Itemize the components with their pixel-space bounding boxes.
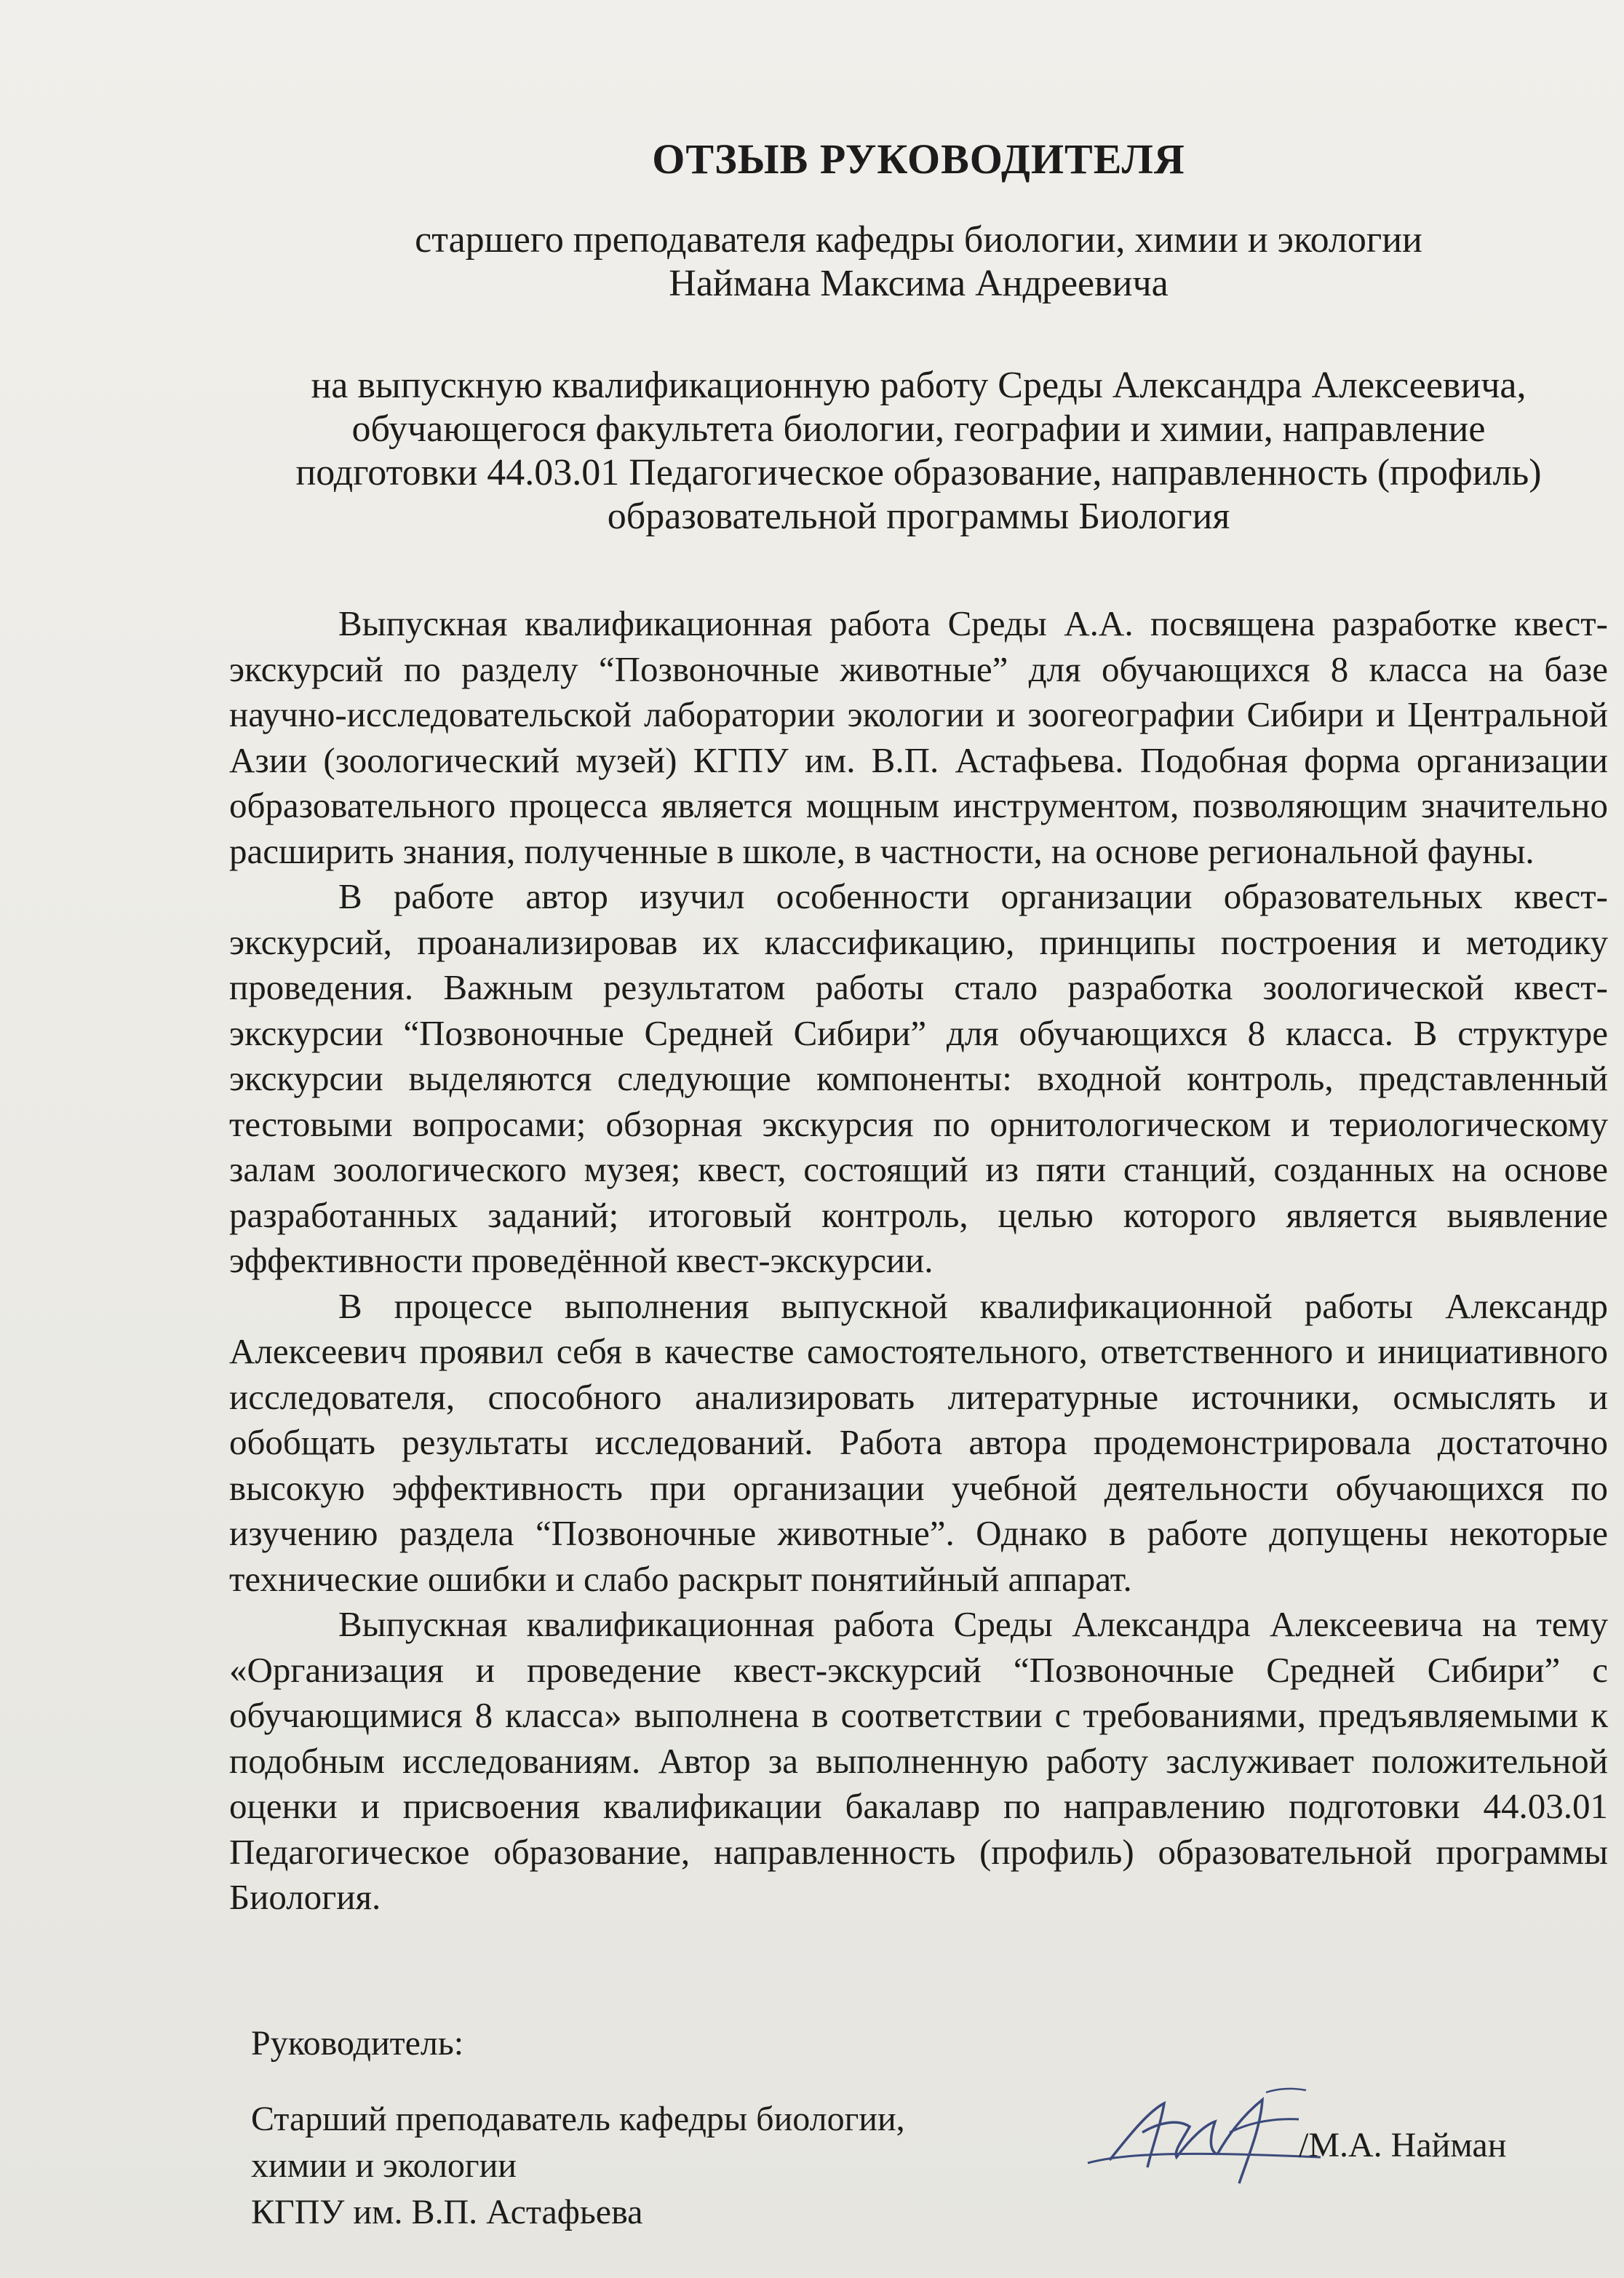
signature-label: Руководитель: (251, 2024, 464, 2063)
review-text (229, 601, 1608, 1921)
subject-line-1: на выпускную квалификационную работу Среды Александра Алексеевича, (311, 365, 1527, 406)
paragraph-4: Выпускная квалификационная работа Среды Александра Алексеевича на тему «Организация и проведение квест-экскурсий “Позвоночные Средней Сибири” с обучающимися 8 класса» выполнена в соответствии с требованиями, предъявляемыми к подобным исследованиям. Автор за выполненную работу заслуживает положительной оценки и присвоения квалификации бакалавр по направлению подготовки 44.03.01 Педагогическое образование, направленность (профиль) образовательной программы Биология. (229, 1604, 1608, 1917)
reviewer-position: старшего преподавателя кафедры биологии, химии и экологии (415, 219, 1422, 261)
document-body (229, 135, 1608, 1921)
subject-line-4: образовательной программы Биология (607, 496, 1230, 537)
signatory-position-line-1: Старший преподаватель кафедры биологии, (251, 2100, 905, 2138)
paragraph-2: В работе автор изучил особенности организации образовательных квест-экскурсий, проанализировав их классификацию, принципы построения и методику проведения. Важным результатом работы стало разработка зоологической квест-экскурсии “Позвоночные Средней Сибири” для обучающихся 8 класса. В структуре экскурсии выделяются следующие компоненты: входной контроль, представленный тестовыми вопросами; обзорная экскурсия по орнитологическом и териологическому залам зоологического музея; квест, состоящий из пяти станций, созданных на основе разработанных заданий; итоговый контроль, целью которого является выявление эффективности проведённой квест-экскурсии. (229, 876, 1608, 1280)
paragraph-1: Выпускная квалификационная работа Среды А.А. посвящена разработке квест-экскурсий по разделу “Позвоночные животные” для обучающихся 8 класса на базе научно-исследовательской лаборатории экологии и зоогеографии Сибири и Центральной Азии (зоологический музей) КГПУ им. В.П. Астафьева. Подобная форма организации образовательного процесса является мощным инструментом, позволяющим значительно расширить знания, полученные в школе, в частности, на основе региональной фауны. (229, 603, 1608, 871)
signatory-position-line-2: химии и экологии (251, 2146, 517, 2185)
document-title: ОТЗЫВ РУКОВОДИТЕЛЯ (652, 135, 1185, 183)
subject-line-3: подготовки 44.03.01 Педагогическое образование, направленность (профиль) (295, 452, 1542, 493)
subject-line-2: обучающегося факультета биологии, географии и химии, направление (351, 408, 1486, 450)
signatory-position-line-3: КГПУ им. В.П. Астафьева (251, 2193, 643, 2231)
reviewer-block (229, 218, 1608, 306)
subject-block (229, 364, 1608, 539)
paragraph-3: В процессе выполнения выпускной квалификационной работы Александр Алексеевич проявил себя в качестве самостоятельного, ответственного и инициативного исследователя, способного анализировать литературные источники, осмыслять и обобщать результаты исследований. Работа автора продемонстрировала достаточно высокую эффективность при организации учебной деятельности обучающихся по изучению раздела “Позвоночные животные”. Однако в работе допущены некоторые технические ошибки и слабо раскрыт понятийный аппарат. (229, 1285, 1608, 1599)
handwritten-signature-icon (1080, 2081, 1328, 2191)
signatory-name: /М.А. Найман (1299, 2126, 1507, 2164)
reviewer-name: Наймана Максима Андреевича (669, 263, 1169, 304)
signature-block (251, 2023, 1604, 2256)
signatory-position (251, 2096, 905, 2236)
